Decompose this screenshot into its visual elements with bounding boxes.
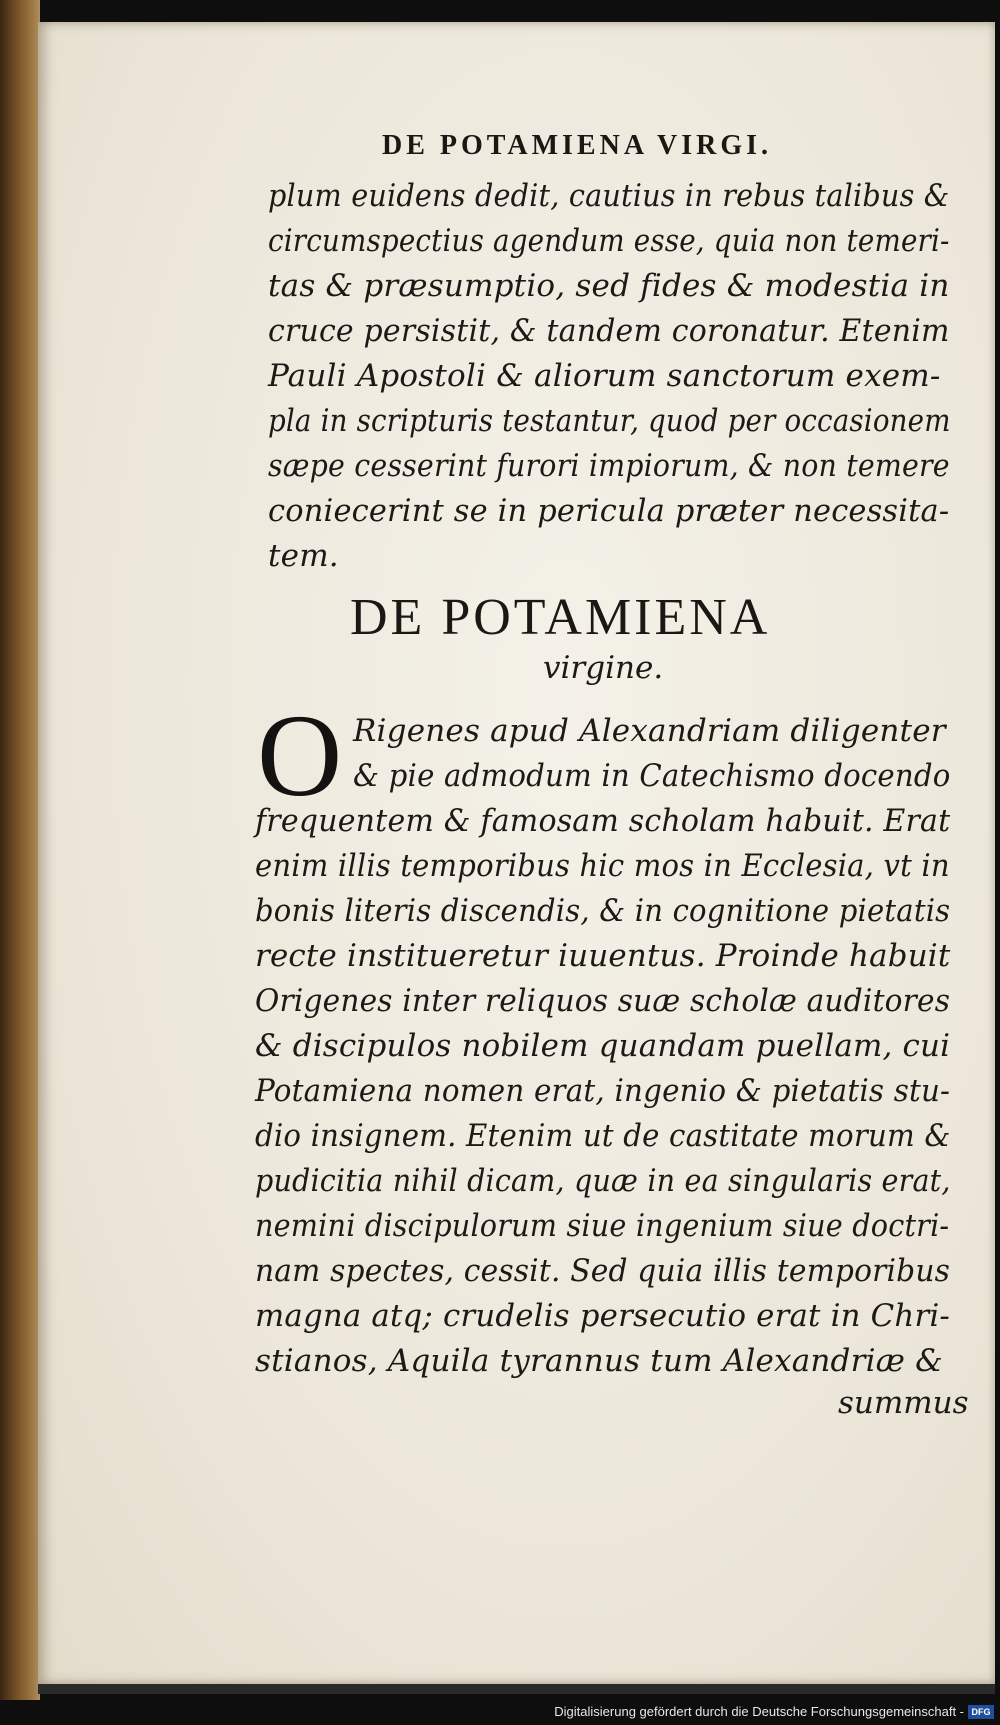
body-line: recte institueretur iuuentus. Proinde habuit xyxy=(255,938,951,974)
running-head: DE POTAMIENA VIRGI. xyxy=(382,130,773,161)
body-line: plum euidens dedit, cautius in rebus talibus & xyxy=(268,178,950,214)
body-line: stianos, Aquila tyrannus tum Alexandriæ & xyxy=(255,1343,943,1379)
body-line: Origenes inter reliquos suæ scholæ auditores xyxy=(255,983,951,1019)
section-heading: DE POTAMIENA xyxy=(350,589,771,646)
body-line: bonis literis discendis, & in cognitione pietatis xyxy=(255,893,951,929)
body-line: pla in scripturis testantur, quod per occasionem xyxy=(268,403,951,439)
body-line: & discipulos nobilem quandam puellam, cui xyxy=(255,1028,951,1064)
body-line: enim illis temporibus hic mos in Ecclesia, vt in xyxy=(255,848,950,884)
page-bottom-edge xyxy=(38,1684,995,1694)
drop-cap: O xyxy=(257,690,343,821)
body-line: & pie admodum in Catechismo docendo xyxy=(353,758,951,794)
body-line: Potamiena nomen erat, ingenio & pietatis stu- xyxy=(255,1073,951,1109)
body-line: circumspectius agendum esse, quia non temeri- xyxy=(268,223,950,259)
body-line: nam spectes, cessit. Sed quia illis temporibus xyxy=(255,1253,951,1289)
section-subheading: virgine. xyxy=(543,650,664,686)
body-line: pudicitia nihil dicam, quæ in ea singularis erat, xyxy=(255,1163,951,1199)
body-line: Rigenes apud Alexandriam diligenter xyxy=(353,713,946,749)
book-spine xyxy=(0,0,40,1710)
body-line: cruce persistit, & tandem coronatur. Etenim xyxy=(268,313,950,349)
catchword: summus xyxy=(838,1385,969,1421)
dfg-logo: DFG xyxy=(968,1705,994,1719)
body-line: sæpe cesserint furori impiorum, & non temere xyxy=(268,448,950,484)
footer-credit: Digitalisierung gefördert durch die Deutsche Forschungsgemeinschaft - xyxy=(554,1704,964,1719)
body-line: dio insignem. Etenim ut de castitate morum & xyxy=(255,1118,951,1154)
body-line: tas & præsumptio, sed fides & modestia in xyxy=(268,268,950,304)
body-line: Pauli Apostoli & aliorum sanctorum exem- xyxy=(268,358,941,394)
body-line: magna atq; crudelis persecutio erat in Chri- xyxy=(255,1298,951,1334)
body-line: frequentem & famosam scholam habuit. Erat xyxy=(255,803,951,839)
body-line: coniecerint se in pericula præter necessita- xyxy=(268,493,950,529)
body-line: nemini discipulorum siue ingenium siue doctri- xyxy=(255,1208,950,1244)
body-line: tem. xyxy=(268,538,339,574)
